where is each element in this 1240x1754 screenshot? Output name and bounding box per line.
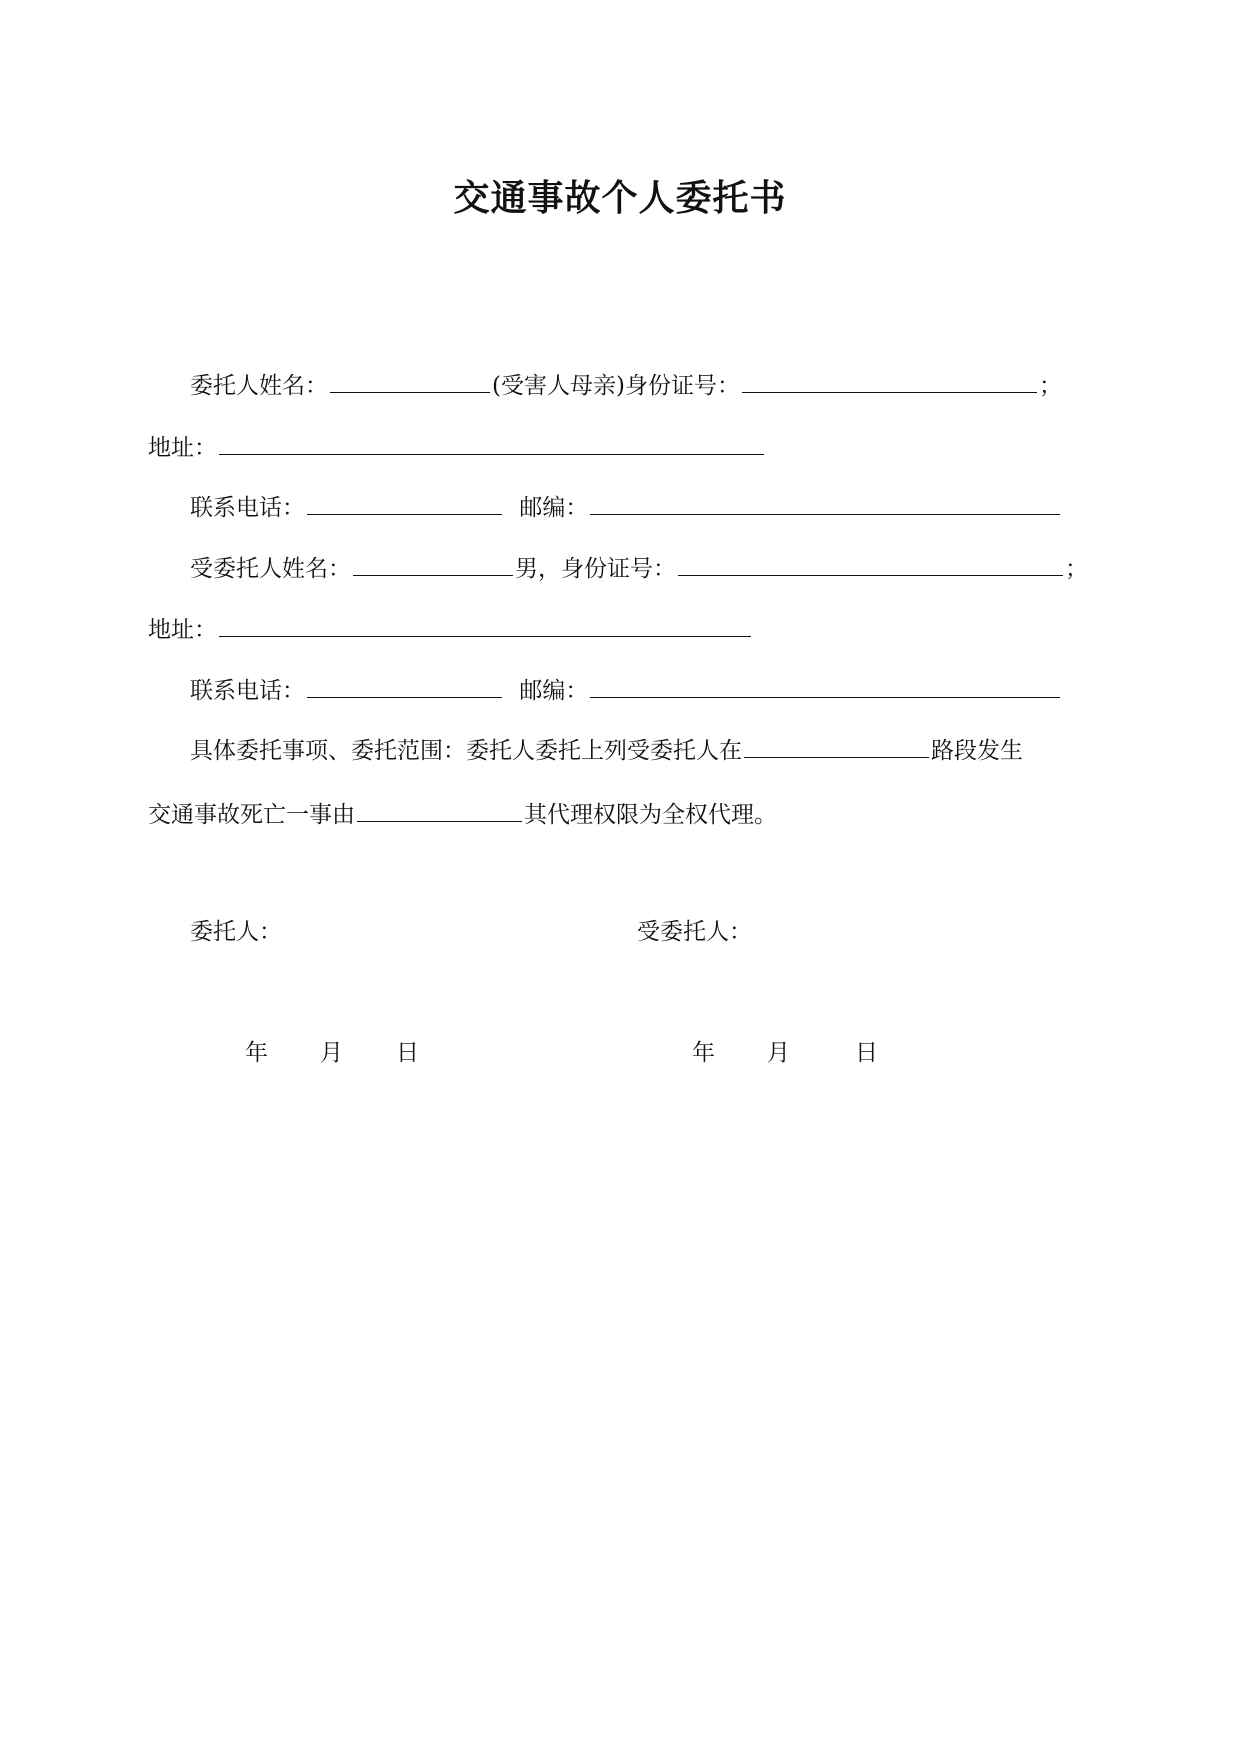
principal-date-day: 日 bbox=[396, 1040, 419, 1066]
principal-name-field[interactable] bbox=[330, 368, 490, 393]
agent-id-end: ； bbox=[1065, 556, 1088, 582]
principal-name-line bbox=[190, 368, 1062, 401]
agent-date bbox=[0, 1038, 1240, 1068]
principal-date-month: 月 bbox=[320, 1040, 343, 1066]
agent-date-day: 日 bbox=[855, 1040, 878, 1066]
agent-name-line bbox=[190, 551, 1088, 584]
agent-id-field[interactable] bbox=[678, 551, 1063, 576]
principal-date-year: 年 bbox=[245, 1040, 268, 1066]
document-title: 交通事故个人委托书 bbox=[453, 177, 787, 219]
agent-signature-label: 受委托人： bbox=[637, 919, 752, 945]
agent-assigned-field[interactable] bbox=[357, 797, 522, 822]
scope-line-1 bbox=[190, 733, 1023, 766]
agent-address-line bbox=[148, 612, 753, 645]
principal-name-label: 委托人姓名： bbox=[190, 373, 328, 399]
agent-postcode-field[interactable] bbox=[590, 673, 1060, 698]
principal-contact-line bbox=[190, 490, 1062, 523]
scope-line2-suffix: 其代理权限为全权代理。 bbox=[524, 802, 777, 828]
agent-date-year: 年 bbox=[692, 1040, 715, 1066]
principal-phone-field[interactable] bbox=[307, 490, 502, 515]
agent-name-label: 受委托人姓名： bbox=[190, 556, 351, 582]
scope-line1-prefix: 具体委托事项、委托范围：委托人委托上列受委托人在 bbox=[190, 738, 742, 764]
principal-postcode-field[interactable] bbox=[590, 490, 1060, 515]
principal-address-label: 地址： bbox=[148, 435, 217, 461]
agent-phone-field[interactable] bbox=[307, 673, 502, 698]
principal-signature-label: 委托人： bbox=[190, 919, 282, 945]
principal-phone-label: 联系电话： bbox=[190, 495, 305, 521]
scope-line-2 bbox=[148, 797, 777, 830]
principal-relation-note: (受害人母亲)身份证号： bbox=[492, 373, 740, 399]
principal-id-field[interactable] bbox=[742, 368, 1037, 393]
agent-contact-line bbox=[190, 673, 1062, 706]
agent-gender-id: 男，身份证号： bbox=[515, 556, 676, 582]
agent-address-field[interactable] bbox=[219, 612, 751, 637]
agent-date-month: 月 bbox=[767, 1040, 790, 1066]
principal-address-line bbox=[148, 430, 766, 463]
scope-line2-prefix: 交通事故死亡一事由 bbox=[148, 802, 355, 828]
principal-address-field[interactable] bbox=[219, 430, 764, 455]
road-section-field[interactable] bbox=[744, 733, 929, 758]
scope-line1-suffix: 路段发生 bbox=[931, 738, 1023, 764]
agent-postcode-label: 邮编： bbox=[519, 678, 589, 704]
principal-id-end: ； bbox=[1038, 373, 1062, 399]
agent-phone-label: 联系电话： bbox=[190, 678, 305, 704]
principal-postcode-label: 邮编： bbox=[519, 495, 589, 521]
agent-address-label: 地址： bbox=[148, 617, 217, 643]
agent-name-field[interactable] bbox=[353, 551, 513, 576]
